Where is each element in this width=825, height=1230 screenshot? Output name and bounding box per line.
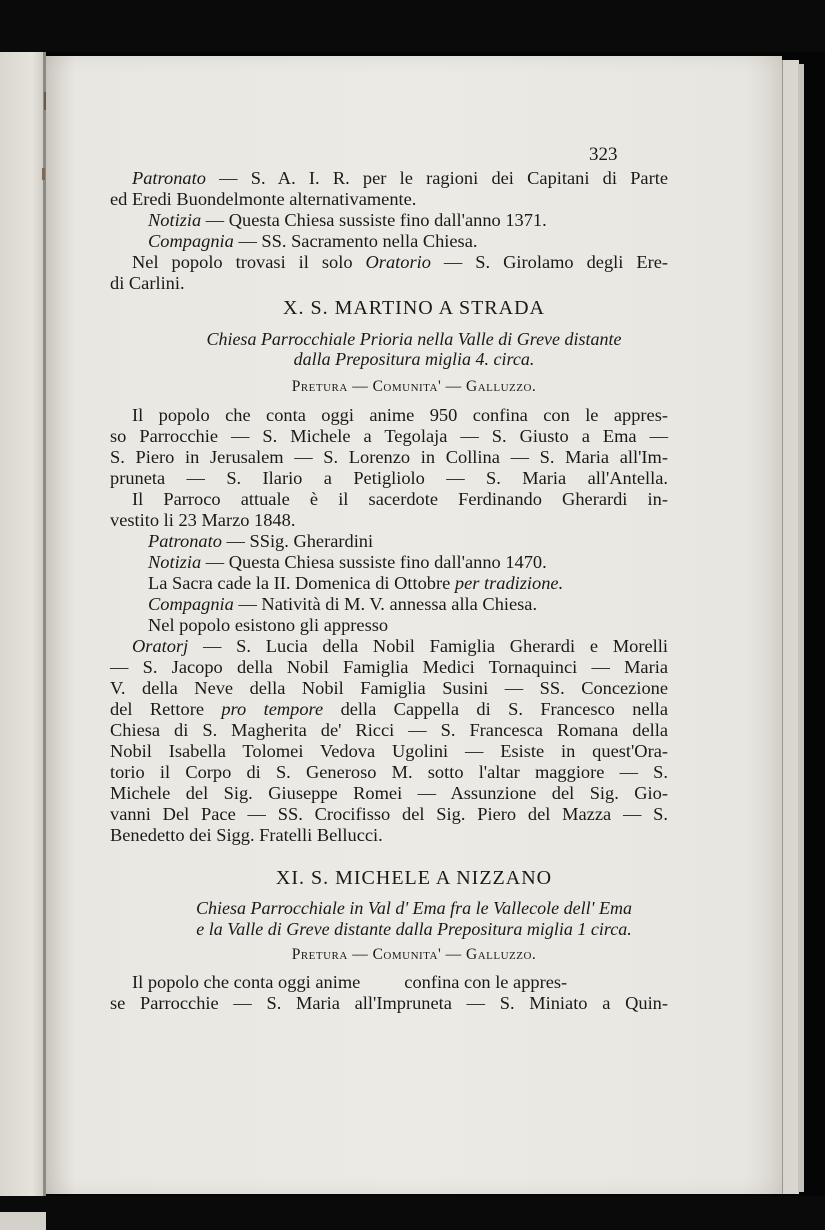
text-line [148, 210, 668, 231]
text-line: vanni Del Pace — SS. Crocifisso del Sig. Piero del Mazza — S. [110, 804, 668, 824]
field-label: Patronato [148, 531, 222, 551]
line-text: La Sacra cade la II. Domenica di Ottobre [148, 573, 455, 593]
text-line: Nobil Isabella Tolomei Vedova Ugolini — Esiste in quest'Ora- [110, 741, 668, 761]
field-label: Notizia [148, 552, 202, 572]
text-line: Michele del Sig. Giuseppe Romei — Assunzione del Sig. Gio- [110, 783, 668, 803]
section-heading: XI. S. MICHELE A NIZZANO [275, 867, 553, 889]
line-text: — S. Lucia della Nobil Famiglia Gherardi e Morelli [188, 636, 668, 656]
italic-text: per tradizione. [454, 573, 564, 593]
italic-text: pro tempore [221, 699, 324, 719]
text-line: pruneta — S. Ilario a Petigliolo — S. Maria all'Antella. [110, 468, 668, 488]
line-text: — S. Girolamo degli Ere- [430, 252, 669, 272]
text-line: so Parrocchie — S. Michele a Tegolaja — S. Giusto a Ema — [110, 426, 668, 446]
text-line [132, 636, 668, 657]
text-line [148, 573, 668, 594]
field-label: Oratorj [132, 636, 189, 656]
line-text: — S. A. I. R. per le ragioni dei Capitani di Parte [205, 168, 668, 188]
text-line: se Parrocchie — S. Maria all'Impruneta — S. Miniato a Quin- [110, 993, 668, 1013]
text-line [148, 552, 668, 573]
line-text: del Rettore [110, 699, 222, 719]
line-text: — Questa Chiesa sussiste fino dall'anno 1470. [201, 552, 547, 572]
line-text: Il popolo che conta oggi anime [132, 972, 361, 992]
text-line: Chiesa di S. Magherita de' Ricci — S. Francesca Romana della [110, 720, 668, 740]
text-line: torio il Corpo di S. Generoso M. sotto l'altar maggiore — S. [110, 762, 668, 782]
field-label: Patronato [132, 168, 206, 188]
scan-top-background [0, 0, 825, 52]
section-heading: X. S. MARTINO A STRADA [283, 297, 545, 319]
text-line: Il popolo che conta oggi anime 950 confina con le appres- [132, 405, 668, 425]
section-subtitle: e la Valle di Greve distante dalla Prepositura miglia 1 circa. [196, 919, 632, 939]
text-line: — S. Jacopo della Nobil Famiglia Medici Tornaquinci — Maria [110, 657, 668, 677]
pretura-line: Pretura — Comunita' — Galluzzo. [291, 946, 537, 963]
text-line: Benedetto dei Sigg. Fratelli Bellucci. [110, 825, 383, 845]
text-line: ed Eredi Buondelmonte alternativamente. [110, 189, 417, 209]
section-subtitle: Chiesa Parrocchiale Prioria nella Valle di Greve distante [206, 329, 622, 349]
field-label: Oratorio [365, 252, 431, 272]
text-line: S. Piero in Jerusalem — S. Lorenzo in Collina — S. Maria all'Im- [110, 447, 668, 467]
page-stack-edge [782, 60, 799, 1194]
left-facing-page [0, 52, 46, 1212]
pretura-line: Pretura — Comunita' — Galluzzo. [291, 378, 537, 395]
field-label: Compagnia [148, 231, 234, 251]
section-subtitle: Chiesa Parrocchiale in Val d' Ema fra le Vallecole dell' Ema [196, 898, 632, 918]
line-text: della Cappella di S. Francesco nella [323, 699, 668, 719]
field-label: Notizia [148, 210, 202, 230]
line-text: — Natività di M. V. annessa alla Chiesa. [233, 594, 538, 614]
text-line [148, 594, 668, 615]
line-text: confina con le appres- [404, 972, 568, 992]
section-subtitle: dalla Prepositura miglia 4. circa. [293, 349, 535, 369]
scan-bottom-background [0, 1196, 825, 1230]
line-text: — Questa Chiesa sussiste fino dall'anno 1371. [201, 210, 547, 230]
text-line [132, 168, 668, 189]
field-label: Compagnia [148, 594, 234, 614]
text-line [148, 231, 668, 252]
text-line [148, 531, 668, 552]
page-number: 323 [589, 144, 618, 165]
text-line: vestito li 23 Marzo 1848. [110, 510, 296, 530]
line-text: — SSig. Gherardini [221, 531, 374, 551]
text-line: Il Parroco attuale è il sacerdote Ferdinando Gherardi in- [132, 489, 668, 509]
text-line: Nel popolo esistono gli appresso [148, 615, 389, 635]
line-text: — SS. Sacramento nella Chiesa. [233, 231, 478, 251]
line-text: Nel popolo trovasi il solo [132, 252, 366, 272]
text-line [132, 972, 668, 993]
left-page-bottom-corner [0, 1212, 46, 1230]
binding-mark [42, 168, 45, 180]
text-line [110, 699, 668, 720]
text-line: di Carlini. [110, 273, 185, 293]
text-line: V. della Neve della Nobil Famiglia Susini — SS. Concezione [110, 678, 668, 698]
page-stack-edge [798, 64, 804, 1192]
book-page [46, 56, 782, 1194]
text-line [132, 252, 668, 273]
